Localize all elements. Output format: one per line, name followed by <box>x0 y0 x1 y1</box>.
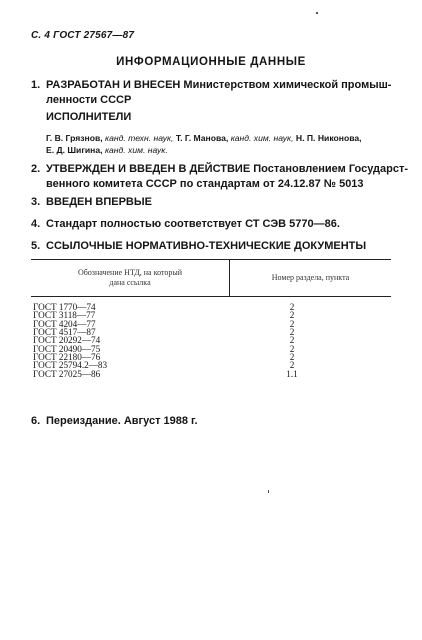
table-cell-doc: ГОСТ 3118—77 <box>33 310 96 320</box>
item-6 <box>31 414 198 429</box>
item-1 <box>31 78 391 108</box>
item-text: ВВЕДЕН ВПЕРВЫЕ <box>46 196 152 208</box>
table-cell-section: 2 <box>289 352 295 362</box>
table-cell-section: 2 <box>289 319 295 329</box>
executors-heading: ИСПОЛНИТЕЛИ <box>46 111 132 123</box>
item-text: РАЗРАБОТАН И ВНЕСЕН Министерством химической промыш- <box>46 79 392 91</box>
table-col2-header: Номер раздела, пункта <box>271 273 350 282</box>
table-cell-doc: ГОСТ 4204—77 <box>33 319 96 329</box>
table-cell-section: 2 <box>289 310 295 320</box>
table-cell-doc: ГОСТ 20490—75 <box>33 344 101 354</box>
item-5 <box>31 239 366 254</box>
table-cell-section: 2 <box>289 344 295 354</box>
table-cell-section: 2 <box>289 302 295 312</box>
table-cell-section: 1.1 <box>286 369 298 379</box>
table-cell-section: 2 <box>289 360 295 370</box>
item-3 <box>31 195 152 210</box>
table-top-rule <box>31 259 391 260</box>
item-number: 5. <box>31 240 41 252</box>
item-2 <box>31 162 408 192</box>
item-number: 6. <box>31 415 41 427</box>
item-number: 4. <box>31 218 41 230</box>
item-number: 1. <box>31 79 41 91</box>
item-text: ССЫЛОЧНЫЕ НОРМАТИВНО-ТЕХНИЧЕСКИЕ ДОКУМЕНТЫ <box>46 240 367 252</box>
scan-speck <box>268 490 269 493</box>
item-4 <box>31 217 340 232</box>
item-number: 3. <box>31 196 41 208</box>
table-cell-doc: ГОСТ 1770—74 <box>33 302 96 312</box>
page-header: С. 4 ГОСТ 27567—87 <box>31 30 135 41</box>
table-col1-header: Обозначение НТД, на который дана ссылка <box>77 268 183 287</box>
table-cell-doc: ГОСТ 4517—87 <box>33 327 96 337</box>
item-number: 2. <box>31 163 41 175</box>
table-cell-section: 2 <box>289 335 295 345</box>
item-text-cont: ленности СССР <box>46 94 132 106</box>
table-cell-doc: ГОСТ 27025—86 <box>33 369 101 379</box>
table-cell-doc: ГОСТ 20292—74 <box>33 335 101 345</box>
item-text: Переиздание. Август 1988 г. <box>46 415 198 427</box>
scan-speck <box>316 12 318 14</box>
item-text: Стандарт полностью соответствует СТ СЭВ 5770—86. <box>46 218 340 230</box>
item-text-cont: венного комитета СССР по стандартам от 24.12.87 № 5013 <box>46 178 364 190</box>
executors-list: Г. В. Грязнов, канд. техн. наук, Т. Г. Манова, канд. хим. наук, Н. П. Никонова, Е. Д. Шигина, канд. хим. наук. <box>46 133 362 155</box>
item-text: УТВЕРЖДЕН И ВВЕДЕН В ДЕЙСТВИЕ Постановлением Государст- <box>46 163 409 175</box>
table-cell-section: 2 <box>289 327 295 337</box>
document-title: ИНФОРМАЦИОННЫЕ ДАННЫЕ <box>116 56 306 68</box>
table-header-rule <box>31 296 391 297</box>
table-cell-doc: ГОСТ 22180—76 <box>33 352 101 362</box>
table-cell-doc: ГОСТ 25794.2—83 <box>33 360 108 370</box>
